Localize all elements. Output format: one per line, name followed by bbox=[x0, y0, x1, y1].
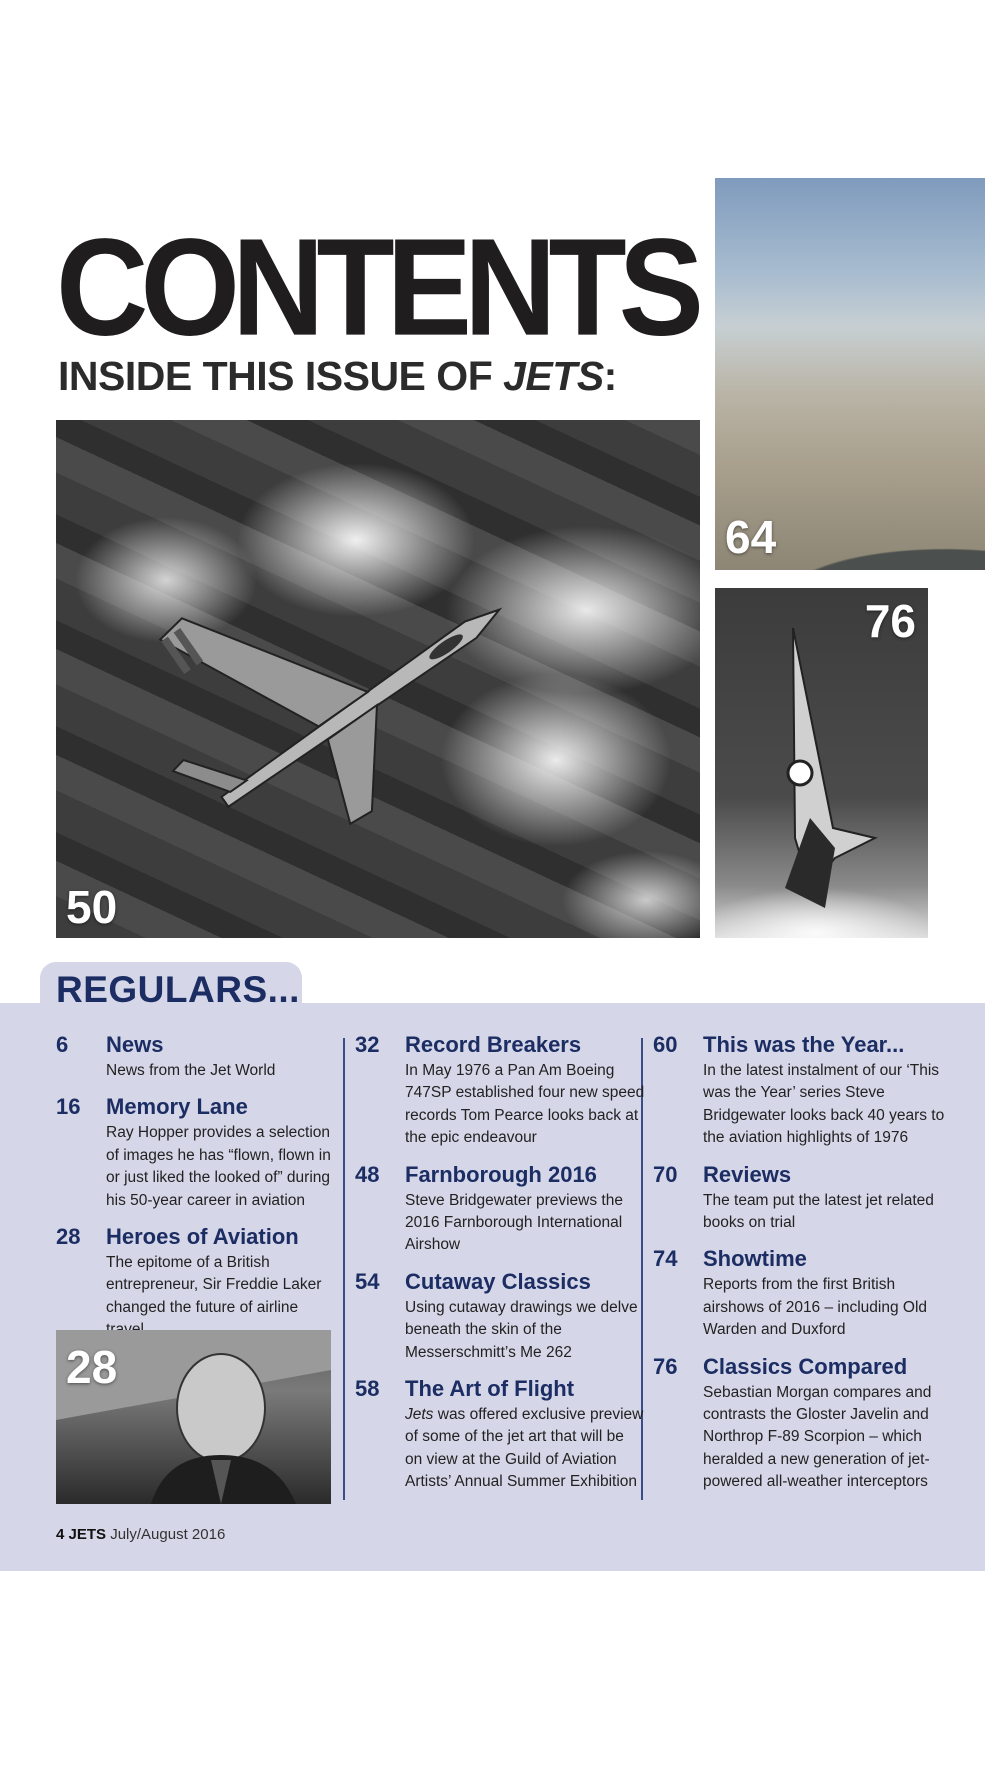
entry-title: Cutaway Classics bbox=[405, 1268, 591, 1294]
regulars-heading: REGULARS... bbox=[56, 969, 300, 1010]
entry-description: Using cutaway drawings we delve beneath the skin of the Messerschmitt’s Me 262 bbox=[405, 1298, 638, 1361]
entry-description: Steve Bridgewater previews the 2016 Farnborough International Airshow bbox=[405, 1191, 623, 1254]
entry-description-magazine: Jets bbox=[405, 1406, 434, 1424]
footer-magazine: JETS bbox=[68, 1526, 107, 1543]
entry-page-number: 74 bbox=[653, 1246, 678, 1272]
contents-entry[interactable] bbox=[653, 1030, 953, 1150]
footer-issue: July/August 2016 bbox=[110, 1526, 226, 1543]
entry-title: Showtime bbox=[703, 1246, 807, 1272]
column-divider bbox=[343, 1038, 345, 1500]
page-number-badge: 76 bbox=[864, 595, 916, 647]
entry-title: Classics Compared bbox=[703, 1353, 908, 1379]
contents-entry[interactable] bbox=[653, 1244, 953, 1341]
contents-column-2 bbox=[355, 1030, 645, 1504]
entry-page-number: 58 bbox=[355, 1376, 380, 1402]
entry-description-text: was offered exclusive preview of some of the jet art that will be on view at the Guild of Aviation Artists’ Annual Summer Exhibition bbox=[405, 1406, 644, 1491]
contents-entry[interactable] bbox=[653, 1352, 953, 1494]
footer-page-number: 4 bbox=[56, 1526, 65, 1543]
page-title: CONTENTS bbox=[56, 210, 696, 365]
entry-page-number: 6 bbox=[56, 1032, 69, 1057]
contents-entry[interactable] bbox=[355, 1160, 645, 1257]
entry-page-number: 60 bbox=[653, 1032, 678, 1057]
entry-description: The team put the latest jet related books on trial bbox=[703, 1191, 934, 1232]
contents-entry[interactable] bbox=[56, 1030, 336, 1082]
photo-jet-over-clouds bbox=[56, 420, 700, 938]
photo-delta-jet bbox=[715, 588, 928, 938]
entry-title: News bbox=[106, 1032, 164, 1057]
contents-entry[interactable] bbox=[653, 1160, 953, 1235]
entry-page-number: 48 bbox=[355, 1161, 380, 1187]
entry-page-number: 70 bbox=[653, 1161, 678, 1187]
entry-description: Ray Hopper provides a selection of images he has “flown, flown in or just liked the looked of” during his 50-year career in aviation bbox=[106, 1124, 331, 1209]
page-subtitle bbox=[58, 352, 617, 400]
contents-entry[interactable] bbox=[355, 1267, 645, 1364]
entry-title: Record Breakers bbox=[405, 1032, 582, 1057]
entry-title: This was the Year... bbox=[703, 1032, 905, 1057]
contents-entry[interactable] bbox=[56, 1092, 336, 1212]
entry-description: In the latest instalment of our ‘This was the Year’ series Steve Bridgewater looks back 40 years to the aviation highlights of 1976 bbox=[703, 1062, 945, 1147]
contents-entry[interactable] bbox=[56, 1222, 336, 1342]
jet-silhouette-graphic bbox=[56, 420, 700, 938]
page-number-badge: 50 bbox=[66, 881, 118, 933]
contents-entry[interactable] bbox=[355, 1374, 645, 1494]
photo-aerial-view bbox=[715, 178, 985, 570]
entry-title: Memory Lane bbox=[106, 1094, 248, 1120]
entry-page-number: 16 bbox=[56, 1094, 81, 1120]
page-number-badge: 64 bbox=[725, 511, 777, 563]
entry-description: News from the Jet World bbox=[106, 1062, 276, 1079]
entry-page-number: 32 bbox=[355, 1032, 380, 1057]
subtitle-magazine-name: JETS bbox=[503, 353, 604, 399]
entry-description: Reports from the first British airshows of 2016 – including Old Warden and Duxford bbox=[703, 1276, 928, 1339]
entry-description bbox=[405, 1404, 645, 1494]
entry-page-number: 76 bbox=[653, 1353, 678, 1379]
entry-description: The epitome of a British entrepreneur, Sir Freddie Laker changed the future of airline bbox=[106, 1254, 322, 1316]
entry-description: Sebastian Morgan compares and contrasts the Gloster Javelin and Northrop F-89 Scorpion – which heralded a new generation of jet-powered all-weather interceptors bbox=[703, 1383, 932, 1491]
entry-title: Reviews bbox=[703, 1161, 792, 1187]
entry-page-number: 28 bbox=[56, 1224, 81, 1250]
contents-entry[interactable] bbox=[355, 1030, 645, 1150]
entry-title: The Art of Flight bbox=[405, 1376, 575, 1402]
subtitle-prefix: INSIDE THIS ISSUE OF bbox=[58, 353, 504, 399]
entry-title: Farnborough 2016 bbox=[405, 1161, 597, 1187]
entry-page-number: 54 bbox=[355, 1268, 380, 1294]
entry-description: In May 1976 a Pan Am Boeing 747SP established four new speed records Tom Pearce looks back at the epic endeavour bbox=[405, 1062, 645, 1147]
page-footer bbox=[56, 1524, 225, 1546]
page-number-badge: 28 bbox=[66, 1341, 118, 1393]
contents-column-1 bbox=[56, 1030, 336, 1352]
photo-portrait bbox=[56, 1330, 331, 1504]
contents-column-3 bbox=[653, 1030, 953, 1504]
entry-title: Heroes of Aviation bbox=[106, 1224, 299, 1250]
subtitle-suffix: : bbox=[603, 353, 617, 399]
